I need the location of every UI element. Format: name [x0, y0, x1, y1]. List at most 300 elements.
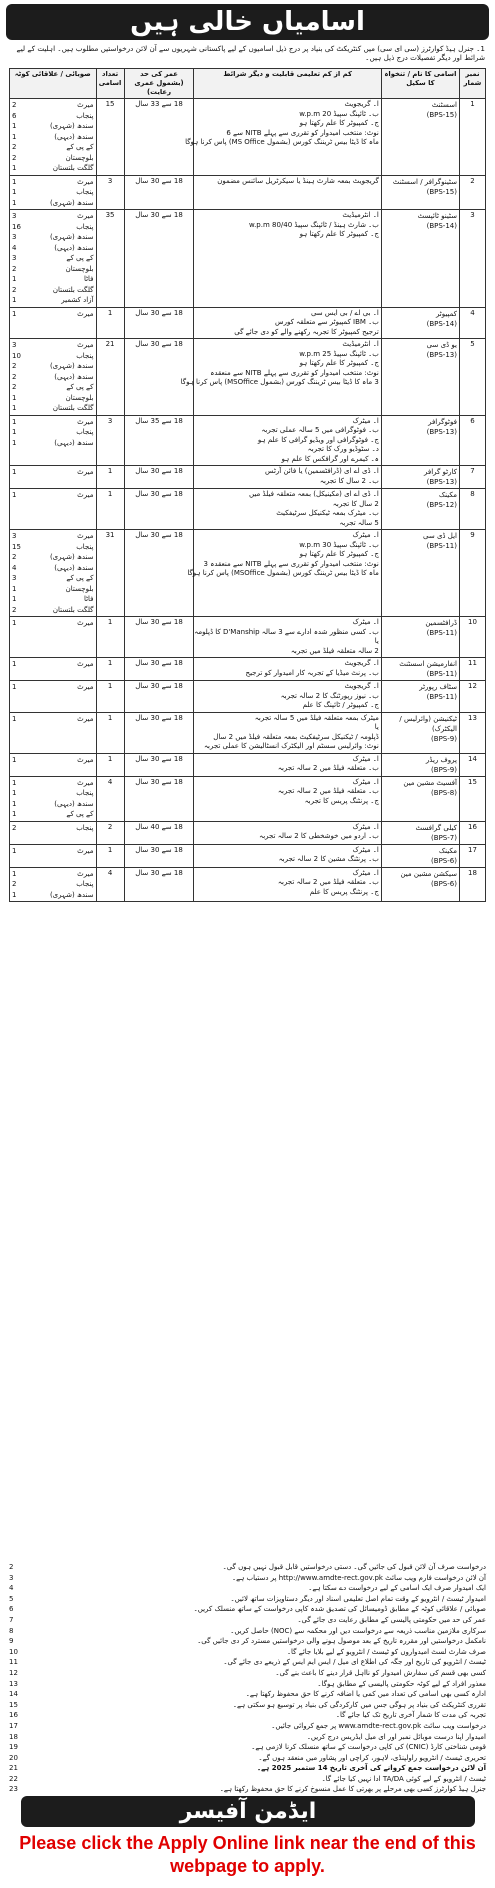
table-row [10, 99, 486, 176]
quota-region: بلوچستان [65, 153, 94, 162]
quota-region: کے پی کے [66, 143, 94, 151]
qualification-line: ج۔ کمپیوٹر کا علم رکھتا ہو [299, 119, 379, 127]
quota-number: 1 [12, 755, 17, 764]
quota-region: سندھ (شہری) [49, 890, 94, 899]
table-row [10, 712, 486, 753]
qualification-line: ب۔ پرنٹ میڈیا کے تجربہ کار امیدوار کو ترجیح [245, 668, 379, 677]
quota-item [12, 778, 94, 789]
quota-cell [10, 415, 97, 466]
qualification-line: ب۔ اردو میں خوشخطی کا 2 سالہ تجربہ [259, 832, 379, 840]
note-number: 5 [9, 1594, 14, 1603]
quota-item [12, 253, 94, 264]
post-bps: (BPS-6) [431, 856, 457, 865]
qualification-line: 2 سالہ متعلقہ فیلڈ میں تجربہ [290, 646, 379, 655]
quota-item [12, 809, 94, 820]
qualification-line: یا [374, 637, 379, 645]
vacancy-table [9, 68, 486, 902]
quota-cell [10, 99, 97, 176]
quota-number: 1 [12, 660, 17, 668]
note-text: تقرری کنٹریکٹ کی بنیاد پر ہوگی جس میں کارکردگی کی بنیاد پر توسیع ہو سکتی ہے۔ [232, 1700, 486, 1709]
qualification-line: ب۔ شارٹ ہینڈ / ٹائپنگ سپیڈ 80/40 w.p.m [248, 220, 379, 229]
age-limit: 18 سے 30 سال [124, 776, 194, 821]
qualification-cell [194, 753, 381, 776]
quota-item [12, 121, 94, 132]
age-limit: 18 سے 35 سال [124, 415, 194, 466]
serial-number: 17 [459, 844, 485, 867]
note-text: آن لائن درخواست جمع کروانے کی آخری تاریخ 14 ستمبر 2025 ہے۔ [256, 1764, 486, 1773]
quota-item [12, 274, 94, 285]
quota-region: میرٹ [77, 309, 94, 318]
quota-item [12, 563, 94, 574]
qualification-line: ج۔ فوٹوگرافی اور ویڈیو گرافی کا علم ہو [257, 435, 379, 444]
note-item [9, 1700, 486, 1711]
qualification-line: ہ۔ کیمرے اور گرافکس کا علم ہو [281, 454, 379, 463]
post-count: 1 [96, 753, 124, 776]
quota-item [12, 232, 94, 243]
note-number: 4 [9, 1584, 14, 1593]
quota-region: سندھ (دیہی) [54, 799, 94, 808]
age-limit: 18 سے 30 سال [124, 466, 194, 489]
post-count: 21 [96, 339, 124, 416]
serial-number: 6 [459, 415, 485, 466]
table-row [10, 415, 486, 466]
quota-item [12, 427, 94, 438]
note-number: 18 [9, 1732, 18, 1741]
age-limit: 18 سے 40 سال [124, 821, 194, 844]
note-number: 17 [9, 1721, 18, 1730]
post-bps: (BPS-7) [431, 833, 457, 842]
note-item [9, 1636, 486, 1647]
qualification-line: ب۔ IBM کمپیوٹر سے متعلقہ کورس [275, 318, 379, 326]
note-number: 7 [9, 1615, 14, 1624]
quota-item [12, 382, 94, 393]
quota-item [12, 142, 94, 153]
quota-region: میرٹ [77, 532, 94, 540]
quota-item [12, 285, 94, 296]
note-item [9, 1774, 486, 1785]
post-count: 1 [96, 712, 124, 753]
note-item [9, 1753, 486, 1764]
serial-number: 5 [459, 339, 485, 416]
quota-region: سندھ (دیہی) [54, 243, 94, 252]
qualification-line: نوٹ: منتخب امیدوار کو تقرری سے پہلے NITB سے منعقدہ 3 [203, 559, 379, 568]
note-text: سرکاری ملازمین مناسب ذریعہ سے درخواست دیں اور محکمہ سے (NOC) حاصل کریں۔ [230, 1626, 486, 1635]
quota-region: گلگت بلتستان [52, 404, 94, 412]
quota-number: 1 [12, 890, 17, 899]
note-item [9, 1562, 486, 1573]
post-name: ٹیکنیشن (وائرلیس / الیکٹرک) [399, 714, 457, 733]
col-header-serial: نمبر شمار [459, 69, 485, 99]
quota-region: پنجاب [76, 111, 94, 120]
age-limit: 18 سے 30 سال [124, 339, 194, 416]
table-row [10, 339, 486, 416]
table-row [10, 530, 486, 617]
qualification-line: ا۔ میٹرک [352, 777, 379, 786]
quota-item [12, 417, 94, 428]
qualification-line: گریجویٹ بمعہ شارٹ ہینڈ یا سیکرٹریل سائنس مضمون [217, 176, 379, 185]
age-limit: 18 سے 30 سال [124, 753, 194, 776]
qualification-line: 5 سالہ تجربہ [339, 518, 379, 527]
quota-region: گلگت بلتستان [52, 605, 94, 614]
quota-number: 1 [12, 164, 17, 172]
note-text: درخواست صرف آن لائن قبول کی جائیں گی۔ دستی درخواستیں قابل قبول نہیں ہوں گی۔ [222, 1563, 486, 1571]
quota-region: سندھ (شہری) [49, 198, 94, 207]
note-text: صوبائی / علاقائی کوٹہ کے مطابق ڈومیسائل کی تصدیق شدہ کاپی درخواست کے ساتھ منسلک کریں۔ [193, 1605, 486, 1614]
quota-number: 1 [12, 438, 17, 447]
quota-region: میرٹ [77, 101, 94, 109]
qualification-line: 2 سال کا تجربہ [332, 499, 379, 508]
quota-item [12, 295, 94, 306]
post-cell [381, 175, 459, 210]
qualification-line: ج۔ کمپیوٹر کا علم رکھتا ہو [299, 550, 379, 558]
post-name: پروف ریڈر [425, 755, 457, 764]
quota-cell [10, 530, 97, 617]
quota-number: 1 [12, 683, 17, 691]
post-count: 1 [96, 658, 124, 681]
note-number: 22 [9, 1774, 18, 1783]
qualification-line: ب۔ ٹائپنگ سپیڈ 25 w.p.m [299, 349, 379, 358]
qualification-cell [180, 339, 381, 416]
quota-number: 1 [12, 417, 17, 426]
quota-item [12, 618, 94, 629]
qualification-line: ب۔ متعلقہ فیلڈ میں 2 سالہ تجربہ [277, 764, 379, 772]
note-item [9, 1721, 486, 1732]
quota-item [12, 264, 94, 275]
quota-number: 1 [12, 468, 17, 476]
quota-item [12, 552, 94, 563]
table-row [10, 489, 486, 530]
quota-region: کے پی کے [66, 383, 94, 391]
quota-item [12, 869, 94, 880]
note-text: ایک امیدوار صرف ایک اسامی کے لیے درخواست دے سکتا ہے۔ [308, 1584, 486, 1593]
note-text: ٹیسٹ / انٹرویو کے لیے کوئی TA/DA ادا نہیں کیا جائے گا۔ [321, 1774, 486, 1783]
quota-cell [10, 339, 97, 416]
quota-item [12, 659, 94, 670]
note-text: ٹیسٹ / انٹرویو کی تاریخ اور جگہ کی اطلاع ای میل / ایس ایم ایس کے ذریعے دی جائے گی۔ [223, 1658, 486, 1667]
quota-item [12, 372, 94, 383]
post-count: 4 [96, 776, 124, 821]
note-number: 2 [9, 1563, 14, 1571]
quota-region: سندھ (دیہی) [54, 372, 94, 381]
post-count: 35 [96, 210, 124, 308]
qualification-cell [194, 175, 381, 210]
col-header-age: عمر کی حد (بشمول عمری رعایت) [124, 69, 194, 99]
quota-item [12, 132, 94, 143]
table-row [10, 466, 486, 489]
qualification-line: ڈپلومہ / ٹیکنیکل سرٹیفکیٹ بمعہ متعلقہ فیلڈ میں 2 سال [213, 732, 379, 741]
qualification-line: نوٹ: منتخب امیدوار کو تقرری سے پہلے NITB سے 6 [226, 128, 379, 137]
qualification-line: ا۔ انٹرمیڈیٹ [342, 340, 379, 348]
page-title: اسامیاں خالی ہیں [130, 7, 365, 37]
qualification-line: ج۔ پرنٹنگ پریس کا تجربہ [304, 796, 379, 805]
post-cell [381, 415, 459, 466]
note-text: کسی بھی قسم کی سفارش امیدوار کو نااہل قرار دینے کا باعث بنے گی۔ [275, 1668, 486, 1677]
age-limit: 18 سے 30 سال [124, 210, 194, 308]
quota-region: پنجاب [76, 428, 94, 436]
quota-region: بلوچستان [65, 264, 94, 273]
post-cell [381, 681, 459, 713]
table-row [10, 617, 486, 658]
post-bps: (BPS-6) [431, 879, 457, 888]
serial-number: 14 [459, 753, 485, 776]
qualification-cell [194, 307, 381, 339]
quota-item [12, 361, 94, 372]
serial-number: 12 [459, 681, 485, 713]
serial-number: 8 [459, 489, 485, 530]
quota-region: سندھ (شہری) [49, 362, 94, 370]
quota-cell [10, 489, 97, 530]
quota-number: 4 [12, 563, 17, 572]
quota-number: 1 [12, 122, 17, 130]
quota-number: 1 [12, 177, 17, 186]
post-bps: (BPS-13) [426, 427, 457, 436]
post-bps: (BPS-11) [426, 670, 457, 678]
col-header-count: تعداد اسامی [96, 69, 124, 99]
note-number: 3 [9, 1573, 14, 1582]
quota-item [12, 799, 94, 810]
qualification-cell [194, 681, 381, 713]
qualification-line: ا۔ ڈی اے ای (مکینیکل) بمعہ متعلقہ فیلڈ میں [249, 490, 379, 498]
quota-number: 2 [12, 264, 17, 273]
quota-region: میرٹ [77, 846, 94, 855]
quota-number: 1 [12, 619, 17, 627]
post-bps: (BPS-11) [426, 542, 457, 550]
note-number: 21 [9, 1764, 18, 1773]
note-text: معذور افراد کے لیے کوٹہ حکومتی پالیسی کے مطابق ہوگا۔ [317, 1679, 486, 1688]
note-number: 13 [9, 1679, 18, 1688]
qualification-line: ا۔ میٹرک [352, 754, 379, 763]
quota-number: 2 [12, 285, 17, 294]
quota-item [12, 467, 94, 478]
post-count: 4 [96, 867, 124, 902]
post-bps: (BPS-11) [426, 693, 457, 701]
post-count: 1 [96, 681, 124, 713]
quota-number: 3 [12, 254, 17, 262]
quota-number: 2 [12, 143, 17, 151]
quota-number: 2 [12, 553, 17, 561]
note-number: 16 [9, 1711, 18, 1720]
post-bps: (BPS-15) [426, 187, 457, 196]
quota-region: میرٹ [77, 491, 94, 499]
post-cell [381, 530, 459, 617]
age-limit: 18 سے 30 سال [124, 867, 194, 902]
quota-number: 1 [12, 799, 17, 808]
table-header-row [10, 69, 486, 99]
post-name: سٹاف رپورٹر [419, 683, 457, 691]
note-number: 8 [9, 1626, 14, 1635]
quota-item [12, 340, 94, 351]
qualification-line: ب۔ ٹائپنگ سپیڈ 20 w.p.m [299, 109, 379, 118]
quota-number: 1 [12, 846, 17, 855]
note-item [9, 1679, 486, 1690]
serial-number: 9 [459, 530, 485, 617]
quota-item [12, 846, 94, 857]
post-name: انفارمیشن اسسٹنٹ [399, 660, 457, 668]
header-banner [6, 4, 489, 40]
quota-cell [10, 466, 97, 489]
quota-item [12, 584, 94, 595]
table-row [10, 844, 486, 867]
post-count: 1 [96, 466, 124, 489]
post-count: 15 [96, 99, 124, 176]
serial-number: 15 [459, 776, 485, 821]
quota-region: گلگت بلتستان [52, 164, 94, 172]
quota-number: 1 [12, 428, 17, 436]
post-name: کمپیوٹر [435, 309, 457, 318]
qualification-line: ب۔ میٹرک بمعہ ٹیکنیکل سرٹیفکیٹ [276, 509, 379, 517]
quota-region: کے پی کے [66, 574, 94, 582]
table-row [10, 210, 486, 308]
quota-region: میرٹ [77, 683, 94, 691]
quota-number: 1 [12, 595, 17, 603]
note-item [9, 1573, 486, 1584]
quota-number: 2 [12, 605, 17, 614]
qualification-line: ب۔ فوٹوگرافی میں 5 سالہ عملی تجربہ [261, 426, 379, 434]
serial-number: 18 [459, 867, 485, 902]
quota-region: پنجاب [76, 542, 94, 551]
quota-item [12, 879, 94, 890]
quota-number: 1 [12, 132, 17, 141]
post-cell [381, 466, 459, 489]
post-name: فوٹوگرافر [428, 417, 457, 426]
quota-cell [10, 210, 97, 308]
quota-number: 15 [12, 542, 21, 551]
quota-number: 3 [12, 341, 17, 349]
quota-region: میرٹ [77, 212, 94, 220]
post-count: 31 [96, 530, 124, 617]
post-name: مکینک [438, 846, 457, 855]
note-text: تحریری ٹیسٹ / انٹرویو راولپنڈی، لاہور، کراچی اور پشاور میں منعقد ہوں گے۔ [258, 1753, 486, 1762]
post-bps: (BPS-8) [431, 788, 457, 797]
quota-cell [10, 776, 97, 821]
quota-region: میرٹ [77, 778, 94, 787]
note-item [9, 1689, 486, 1700]
quota-region: میرٹ [77, 177, 94, 186]
table-row [10, 867, 486, 902]
qualification-line: ا۔ میٹرک [352, 845, 379, 854]
age-limit: 18 سے 30 سال [124, 681, 194, 713]
quota-item [12, 153, 94, 164]
quota-number: 1 [12, 778, 17, 787]
post-bps: (BPS-13) [426, 351, 457, 359]
age-limit: 18 سے 33 سال [124, 99, 194, 176]
note-number: 23 [9, 1785, 18, 1794]
quota-item [12, 714, 94, 725]
quota-region: سندھ (دیہی) [54, 563, 94, 572]
note-item [9, 1615, 486, 1626]
quota-number: 3 [12, 212, 17, 220]
qualification-line: 3 ماہ کا ڈیٹا بیس ٹریننگ کورس (بشمول MSOffice) پاس کرنا ہوگا [180, 378, 379, 386]
quota-number: 6 [12, 111, 17, 120]
post-name: آفسیٹ مشین مین [403, 778, 457, 787]
post-bps: (BPS-9) [431, 734, 457, 743]
post-bps: (BPS-14) [426, 319, 457, 328]
post-count: 1 [96, 844, 124, 867]
post-cell [381, 844, 459, 867]
note-text: امیدوار اپنا درست موبائل نمبر اور ای میل ایڈریس درج کریں۔ [306, 1732, 486, 1741]
post-count: 2 [96, 821, 124, 844]
quota-item [12, 573, 94, 584]
qualification-line: ماہ کا ڈیٹا بیس ٹریننگ کورس (بشمول MS Office) پاس کرنا ہوگا [185, 138, 379, 146]
post-cell [381, 210, 459, 308]
notes-list [9, 1562, 486, 1795]
post-name: یو ڈی سی [426, 341, 457, 349]
quota-item [12, 788, 94, 799]
quota-item [12, 177, 94, 188]
post-name: سٹینوگرافر / اسسٹنٹ [392, 177, 457, 186]
serial-number: 4 [459, 307, 485, 339]
qualification-cell [194, 415, 381, 466]
quota-region: میرٹ [77, 341, 94, 349]
quota-item [12, 890, 94, 901]
qualification-line: ج۔ کمپیوٹر / ٹائپنگ کا علم [302, 701, 379, 709]
note-number: 10 [9, 1647, 18, 1656]
table-row [10, 658, 486, 681]
qualification-cell [194, 466, 381, 489]
quota-region: میرٹ [77, 869, 94, 878]
quota-region: پنجاب [76, 823, 94, 832]
note-item [9, 1668, 486, 1679]
qualification-cell [194, 844, 381, 867]
table-row [10, 307, 486, 339]
quota-number: 1 [12, 491, 17, 499]
serial-number: 10 [459, 617, 485, 658]
serial-number: 11 [459, 658, 485, 681]
quota-item [12, 403, 94, 414]
quota-region: فاٹا [83, 595, 94, 603]
quota-region: سندھ (دیہی) [54, 438, 94, 447]
age-limit: 18 سے 30 سال [124, 617, 194, 658]
qualification-cell [194, 617, 381, 658]
quota-cell [10, 821, 97, 844]
quota-cell [10, 844, 97, 867]
serial-number: 2 [459, 175, 485, 210]
quota-number: 1 [12, 714, 17, 723]
table-row [10, 175, 486, 210]
quota-cell [10, 753, 97, 776]
quota-region: گلگت بلتستان [52, 285, 94, 294]
post-count: 1 [96, 489, 124, 530]
quota-item [12, 309, 94, 320]
quota-region: میرٹ [77, 755, 94, 764]
age-limit: 18 سے 30 سال [124, 530, 194, 617]
note-item [9, 1784, 486, 1795]
note-item [9, 1763, 486, 1774]
qualification-line: ا۔ بی اے / بی ایس سی [310, 308, 379, 317]
qualification-line: نوٹ: وائرلیس سسٹم اور الیکٹرک انسٹالیشن کا عملی تجربہ [203, 742, 379, 750]
quota-cell [10, 867, 97, 902]
quota-cell [10, 658, 97, 681]
quota-region: پنجاب [76, 789, 94, 797]
note-text: درخواست ویب سائٹ www.amdte-rect.gov.pk پر جمع کروائی جائیں۔ [271, 1721, 486, 1730]
quota-region: میرٹ [77, 417, 94, 426]
age-limit: 18 سے 30 سال [124, 712, 194, 753]
quota-item [12, 682, 94, 693]
post-bps: (BPS-12) [426, 501, 457, 509]
quota-item [12, 100, 94, 111]
qualification-line: ب۔ پرنٹنگ مشین کا 2 سالہ تجربہ [278, 855, 379, 863]
quota-number: 2 [12, 101, 17, 109]
post-cell [381, 712, 459, 753]
post-name: ڈرافٹسمین [425, 619, 457, 627]
post-cell [381, 821, 459, 844]
quota-item [12, 222, 94, 233]
serial-number: 7 [459, 466, 485, 489]
note-text: امیدوار ٹیسٹ / انٹرویو کے وقت تمام اصل تعلیمی اسناد اور دیگر دستاویزات ساتھ لائیں۔ [230, 1594, 486, 1603]
quota-item [12, 755, 94, 766]
age-limit: 18 سے 30 سال [124, 489, 194, 530]
quota-region: سندھ (شہری) [49, 233, 94, 241]
